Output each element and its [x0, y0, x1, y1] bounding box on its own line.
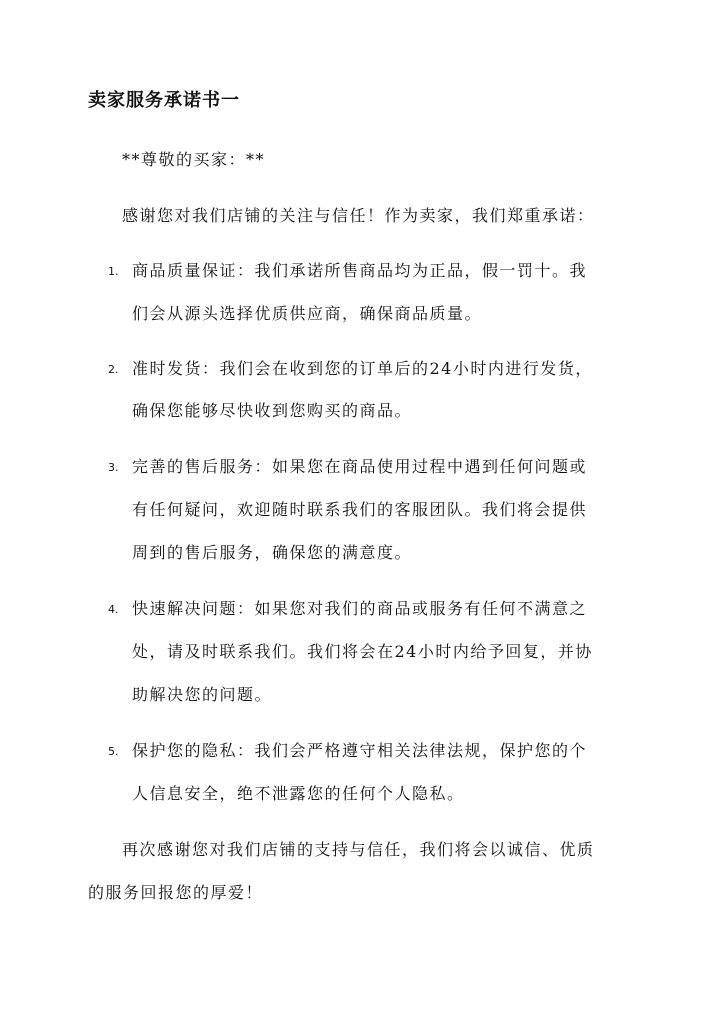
list-item-line: 周到的售后服务，确保您的满意度。 — [132, 543, 413, 562]
salutation: **尊敬的买家：** — [122, 150, 266, 169]
list-item-line: 们会从源头选择优质供应商，确保商品质量。 — [132, 304, 483, 323]
list-item-line: 快速解决问题：如果您对我们的商品或服务有任何不满意之 — [132, 599, 588, 618]
list-item-line: 确保您能够尽快收到您购买的商品。 — [132, 401, 413, 420]
list-item-line: 人信息安全，绝不泄露您的任何个人隐私。 — [132, 784, 465, 803]
closing-paragraph-line: 的服务回报您的厚爱！ — [88, 883, 264, 902]
list-item-line: 商品质量保证：我们承诺所售商品均为正品，假一罚十。我 — [132, 261, 588, 280]
list-item-line: 有任何疑问，欢迎随时联系我们的客服团队。我们将会提供 — [132, 500, 588, 519]
closing-paragraph-line: 再次感谢您对我们店铺的支持与信任，我们将会以诚信、优质 — [122, 840, 595, 859]
list-item-line: 准时发货：我们会在收到您的订单后的24小时内进行发货， — [132, 359, 593, 378]
list-item-number: 1. — [108, 265, 119, 278]
list-item-number: 2. — [108, 363, 119, 376]
list-item-number: 4. — [108, 603, 119, 616]
intro-paragraph: 感谢您对我们店铺的关注与信任！作为卖家，我们郑重承诺： — [122, 206, 595, 225]
list-item-line: 处，请及时联系我们。我们将会在24小时内给予回复，并协 — [132, 642, 593, 661]
list-item-line: 助解决您的问题。 — [132, 685, 273, 704]
list-item-number: 3. — [108, 461, 119, 474]
list-item-line: 完善的售后服务：如果您在商品使用过程中遇到任何问题或 — [132, 457, 588, 476]
list-item-line: 保护您的隐私：我们会严格遵守相关法律法规，保护您的个 — [132, 741, 588, 760]
list-item-number: 5. — [108, 745, 119, 758]
document-title: 卖家服务承诺书一 — [88, 90, 240, 111]
